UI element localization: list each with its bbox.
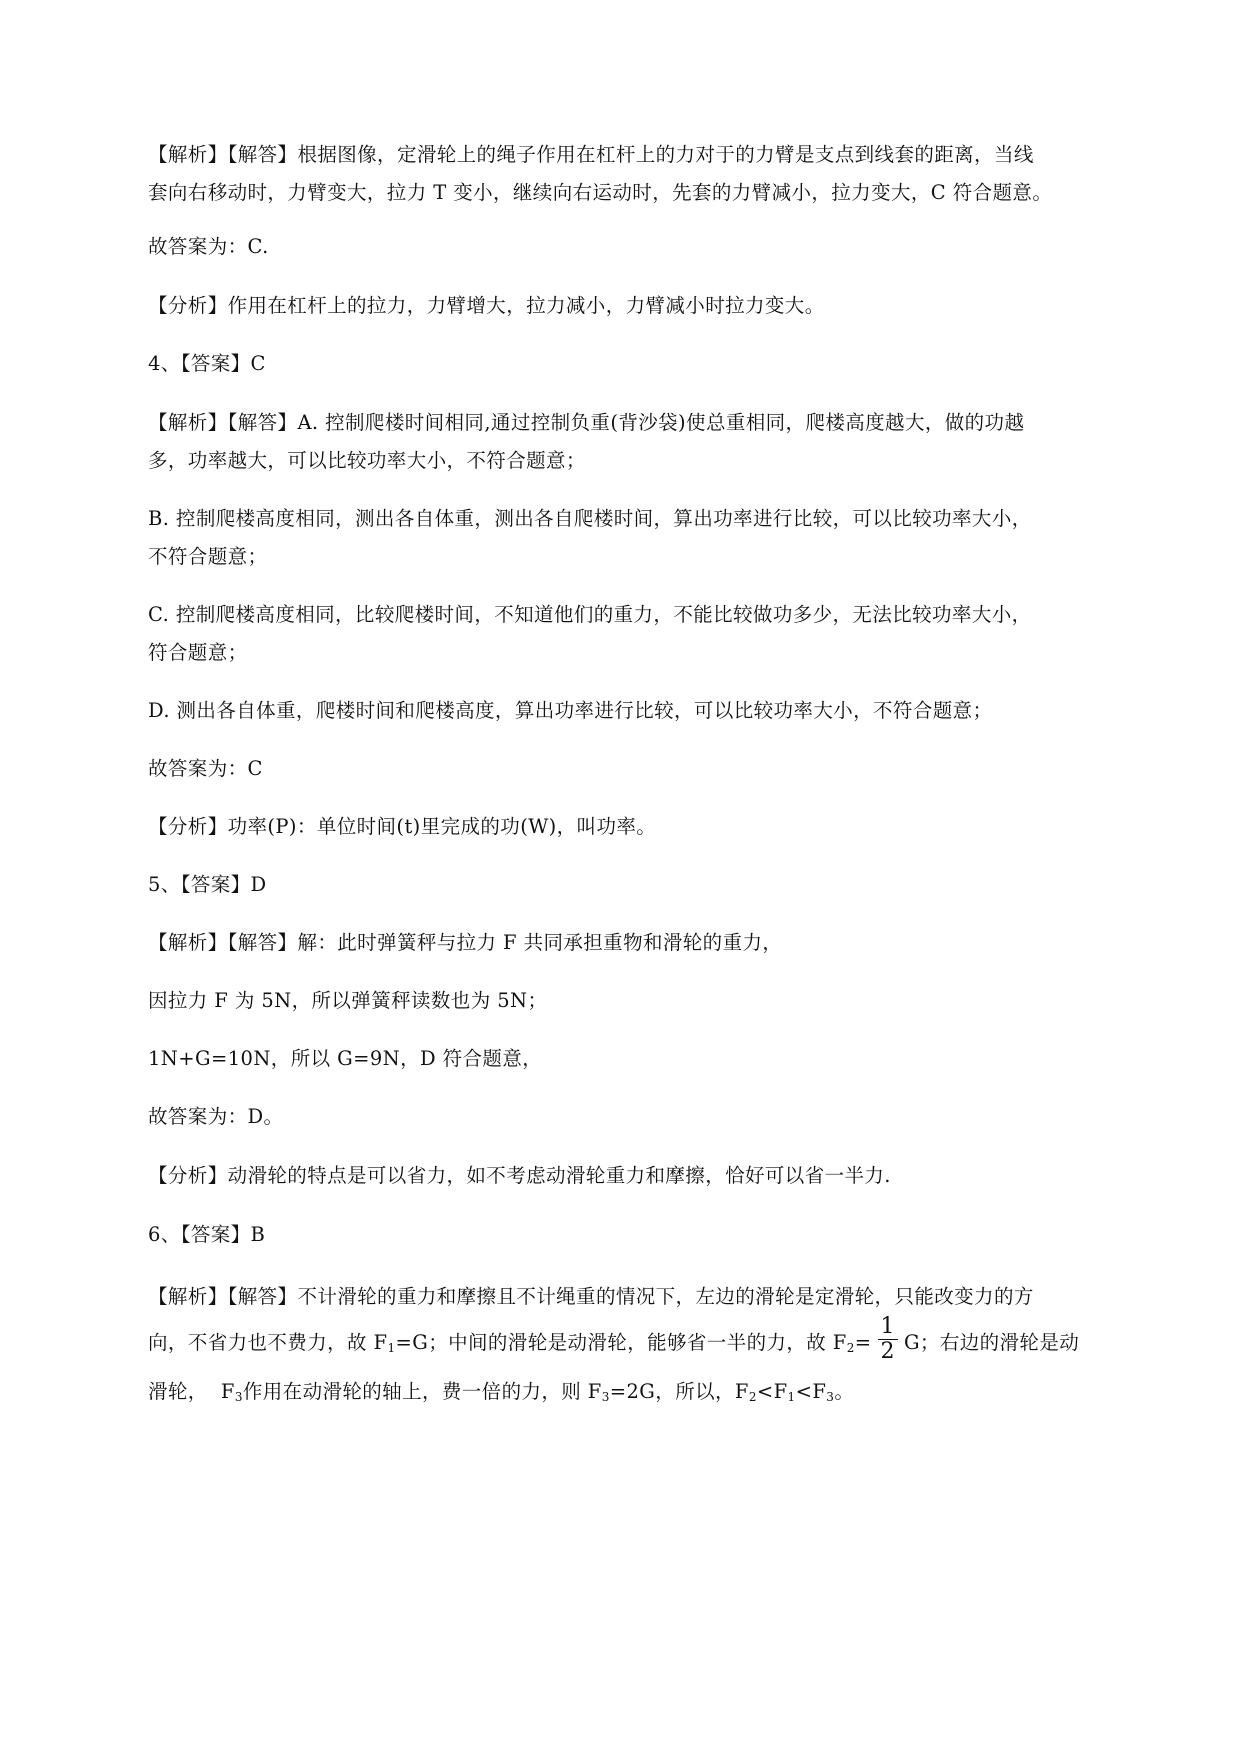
text-line: 【解析】【解答】根据图像，定滑轮上的绳子作用在杠杆上的力对于的力臂是支点到线套的距离，当线: [148, 143, 1034, 166]
text-line: 多，功率越大，可以比较功率大小，不符合题意；: [148, 449, 586, 472]
fraction-one-half: [878, 1315, 898, 1364]
subscript: 2: [748, 1390, 757, 1404]
subscript: 1: [787, 1390, 796, 1404]
analysis-note-q5: 【分析】动滑轮的特点是可以省力，如不考虑动滑轮重力和摩擦，恰好可以省一半力.: [148, 1164, 891, 1187]
paragraph-solution-q5: 【解析】【解答】解：此时弹簧秤与拉力 F 共同承担重物和滑轮的重力，: [148, 931, 783, 954]
text-line: 【解析】【解答】不计滑轮的重力和摩擦且不计绳重的情况下，左边的滑轮是定滑轮，只能改变力的方: [148, 1285, 1034, 1308]
answer-line-q3: 故答案为：C.: [148, 235, 269, 258]
text-line: [148, 1314, 1108, 1370]
answer-line-q5: 故答案为：D。: [148, 1105, 284, 1128]
paragraph-solution-q5-line3: 1N+G=10N，所以 G=9N，D 符合题意，: [148, 1047, 543, 1070]
subscript: 1: [387, 1341, 396, 1355]
text-line: C. 控制爬楼高度相同，比较爬楼时间，不知道他们的重力，不能比较做功多少，无法比较功率大小，: [148, 603, 1032, 626]
subscript: 3: [234, 1390, 243, 1404]
text-run: 作用在动滑轮的轴上，费一倍的力，则 F: [242, 1380, 602, 1403]
paragraph-solution-q6: [148, 1275, 1108, 1419]
text-run: 滑轮， F: [148, 1380, 235, 1403]
text-run: G；右边的滑轮是动: [903, 1331, 1080, 1354]
paragraph-analysis-q3: [148, 136, 1108, 212]
subscript: 3: [601, 1390, 610, 1404]
text-run: =G；中间的滑轮是动滑轮，能够省一半的力，故 F: [395, 1331, 847, 1354]
paragraph-option-d: D. 测出各自体重，爬楼时间和爬楼高度，算出功率进行比较，可以比较功率大小，不符合题意；: [148, 699, 993, 722]
answer-heading-q6: 6、【答案】B: [148, 1223, 266, 1246]
answer-heading-q4: 4、【答案】C: [148, 352, 266, 375]
text-run: 。: [834, 1380, 855, 1403]
text-run: =2G，所以，F: [609, 1380, 749, 1403]
text-run: <F: [756, 1380, 788, 1403]
text-line: B. 控制爬楼高度相同，测出各自体重，测出各自爬楼时间，算出功率进行比较，可以比较功率大小，: [148, 507, 1032, 530]
text-line: [148, 1370, 1108, 1419]
paragraph-solution-q5-line2: 因拉力 F 为 5N，所以弹簧秤读数也为 5N；: [148, 989, 548, 1012]
paragraph-solution-q4-a: [148, 404, 1108, 480]
text-line: 符合题意；: [148, 641, 248, 664]
answer-line-q4: 故答案为：C: [148, 757, 263, 780]
text-line: 不符合题意；: [148, 545, 268, 568]
text-run: <F: [795, 1380, 827, 1403]
paragraph-option-b: [148, 500, 1108, 576]
text-line: 套向右移动时，力臂变大，拉力 T 变小，继续向右运动时，先套的力臂减小，拉力变大，C 符合题意。: [148, 181, 1053, 204]
text-run: =: [854, 1331, 872, 1354]
fraction-denominator: 2: [880, 1339, 895, 1364]
subscript: 2: [846, 1341, 855, 1355]
subscript: 3: [826, 1390, 835, 1404]
paragraph-option-c: [148, 596, 1108, 672]
analysis-note-q3: 【分析】作用在杠杆上的拉力，力臂增大，拉力减小，力臂减小时拉力变大。: [148, 294, 825, 317]
text-run: 向，不省力也不费力，故 F: [148, 1331, 388, 1354]
fraction-numerator: 1: [878, 1315, 898, 1340]
analysis-note-q4: 【分析】功率(P)：单位时间(t)里完成的功(W)，叫功率。: [148, 815, 657, 838]
text-line: 【解析】【解答】A. 控制爬楼时间相同,通过控制负重(背沙袋)使总重相同，爬楼高度越大，做的功越: [148, 411, 1025, 434]
answer-heading-q5: 5、【答案】D: [148, 873, 267, 896]
